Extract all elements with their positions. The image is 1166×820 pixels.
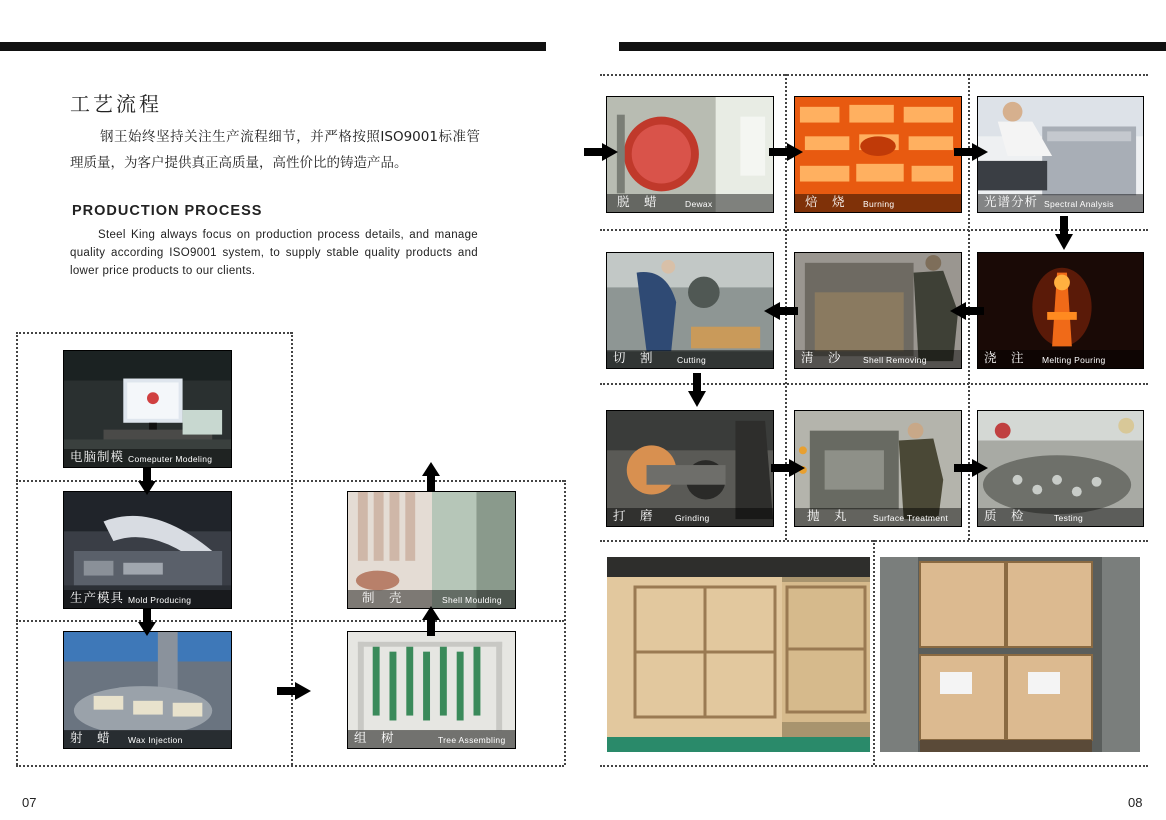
arrow-up-icon bbox=[422, 606, 440, 636]
caption-en: Shell Moulding bbox=[442, 595, 502, 605]
arrow-down-icon bbox=[138, 467, 156, 495]
caption-cn: 电脑制模 bbox=[70, 449, 125, 464]
caption-cn: 光谱分析 bbox=[984, 194, 1039, 209]
caption-en: Wax Injection bbox=[128, 735, 183, 745]
caption-en: Surface Treatment bbox=[873, 513, 949, 523]
page-title-cn: 工艺流程 bbox=[70, 92, 162, 116]
caption-cn: 焙 烧 bbox=[805, 194, 846, 209]
arrow-right-icon bbox=[584, 143, 618, 161]
caption-en: Testing bbox=[1054, 513, 1084, 523]
caption-en: Dewax bbox=[685, 199, 713, 209]
photo-grinding bbox=[606, 410, 774, 527]
caption-en: Comeputer Modeling bbox=[128, 454, 213, 464]
caption-cn: 制 壳 bbox=[362, 590, 403, 605]
dotted-divider bbox=[291, 332, 293, 765]
arrow-right-icon bbox=[954, 459, 988, 477]
caption-en: Burning bbox=[863, 199, 895, 209]
caption-en: Spectral Analysis bbox=[1044, 199, 1114, 209]
dotted-divider bbox=[564, 480, 566, 765]
caption bbox=[64, 449, 231, 467]
photo-burning bbox=[794, 96, 962, 213]
photo-cutting bbox=[606, 252, 774, 369]
caption-cn: 打 磨 bbox=[613, 508, 654, 523]
caption-cn: 射 蜡 bbox=[70, 730, 111, 745]
photo-spectral-analysis bbox=[977, 96, 1144, 213]
photo-wax-injection bbox=[63, 631, 232, 749]
caption-en: Shell Removing bbox=[863, 355, 927, 365]
caption bbox=[795, 508, 961, 526]
arrow-right-icon bbox=[954, 143, 988, 161]
caption bbox=[978, 350, 1143, 368]
caption-cn: 浇 注 bbox=[984, 350, 1025, 365]
caption bbox=[795, 194, 961, 212]
top-bar-right bbox=[619, 42, 1166, 51]
caption-en: Grinding bbox=[675, 513, 710, 523]
photo-shell-moulding bbox=[347, 491, 516, 609]
caption-en: Melting Pouring bbox=[1042, 355, 1106, 365]
caption-cn: 抛 丸 bbox=[807, 508, 848, 523]
dotted-divider bbox=[16, 332, 292, 334]
caption-cn: 切 割 bbox=[613, 350, 654, 365]
dotted-divider bbox=[16, 765, 564, 767]
caption-cn: 组 树 bbox=[354, 730, 395, 745]
arrow-right-icon bbox=[277, 682, 311, 700]
photo-computer-modeling bbox=[63, 350, 232, 468]
caption bbox=[978, 508, 1143, 526]
arrow-left-icon bbox=[950, 302, 984, 320]
caption-cn: 生产模具 bbox=[70, 590, 125, 605]
caption bbox=[607, 194, 773, 212]
photo-packed-pallets bbox=[880, 557, 1140, 752]
photo-testing bbox=[977, 410, 1144, 527]
intro-text-cn: 钢王始终坚持关注生产流程细节，并严格按照ISO9001标准管理质量，为客户提供真正高质量，高性价比的铸造产品。 bbox=[70, 129, 480, 171]
arrow-down-icon bbox=[688, 373, 706, 407]
dotted-divider bbox=[600, 74, 1148, 76]
dotted-divider bbox=[600, 765, 1148, 767]
caption bbox=[795, 350, 961, 368]
dotted-divider bbox=[16, 620, 564, 622]
caption bbox=[348, 730, 515, 748]
dotted-divider bbox=[600, 383, 1148, 385]
photo-dewax bbox=[606, 96, 774, 213]
page-title-en: PRODUCTION PROCESS bbox=[72, 203, 263, 219]
arrow-down-icon bbox=[1055, 216, 1073, 250]
dotted-divider bbox=[16, 480, 564, 482]
caption-cn: 质 检 bbox=[984, 508, 1025, 523]
photo-mold-producing bbox=[63, 491, 232, 609]
caption bbox=[64, 730, 231, 748]
caption bbox=[607, 508, 773, 526]
caption-en: Cutting bbox=[677, 355, 707, 365]
arrow-left-icon bbox=[764, 302, 798, 320]
page-number-right: 08 bbox=[1128, 795, 1143, 810]
photo-packing-crates bbox=[607, 557, 870, 752]
arrow-up-icon bbox=[422, 462, 440, 492]
photo-melting-pouring bbox=[977, 252, 1144, 369]
caption bbox=[64, 590, 231, 608]
intro-text-en: Steel King always focus on production process details, and manage quality according ISO9001 system, to supply stable quality products and lower price products to our clients. bbox=[70, 229, 478, 277]
caption-cn: 清 沙 bbox=[801, 350, 842, 365]
photo-shell-removing bbox=[794, 252, 962, 369]
page-number-left: 07 bbox=[22, 795, 37, 810]
arrow-down-icon bbox=[138, 608, 156, 636]
photo-surface-treatment bbox=[794, 410, 962, 527]
caption-en: Tree Assembling bbox=[438, 735, 506, 745]
caption bbox=[607, 350, 773, 368]
arrow-right-icon bbox=[771, 459, 805, 477]
caption-en: Mold Producing bbox=[128, 595, 192, 605]
dotted-divider bbox=[16, 332, 18, 765]
caption bbox=[978, 194, 1143, 212]
dotted-divider bbox=[873, 540, 875, 765]
caption-cn: 脱 蜡 bbox=[617, 194, 658, 209]
arrow-right-icon bbox=[769, 143, 803, 161]
top-bar-left bbox=[0, 42, 546, 51]
photo-tree-assembling bbox=[347, 631, 516, 749]
